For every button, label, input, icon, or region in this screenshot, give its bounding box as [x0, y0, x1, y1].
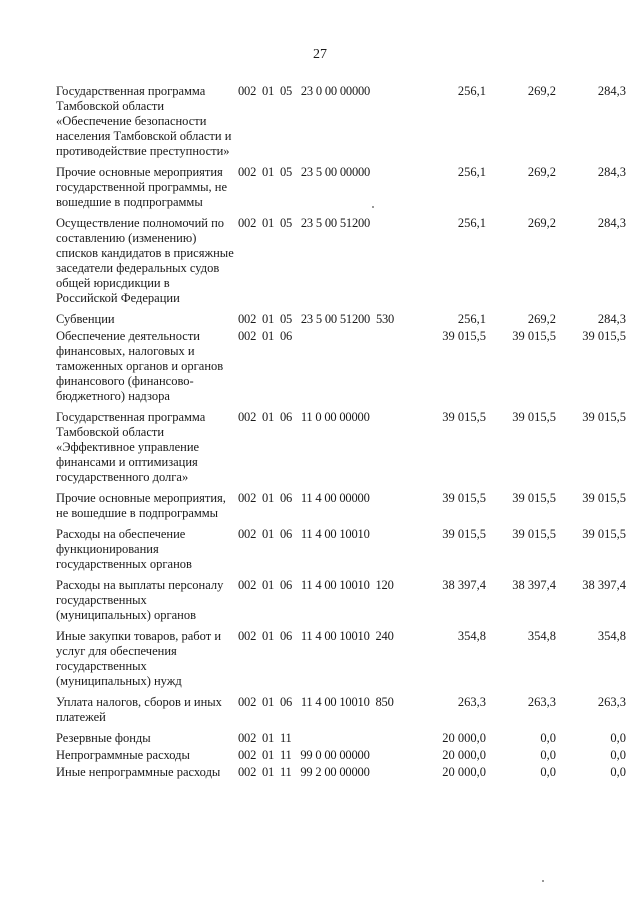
row-code: 002 01 05 23 0 00 00000: [238, 84, 371, 98]
row-value-2: 269,2: [527, 216, 556, 230]
table-row: [56, 410, 626, 491]
table-row: [56, 695, 626, 731]
row-value-1: 39 015,5: [442, 527, 486, 541]
row-value-1: 20 000,0: [442, 765, 486, 779]
table-row: [56, 765, 626, 782]
row-value-2: 38 397,4: [512, 578, 556, 592]
row-name: Прочие основные мероприятия, не вошедшие в подпрограммы: [56, 491, 226, 520]
row-name: Осуществление полномочий по составлению (изменению) списков кандидатов в присяжные заседатели федеральных судов общей юрисдикции в Российской Федерации: [56, 216, 234, 305]
row-code: 002 01 06 11 4 00 10010 120: [238, 578, 394, 592]
row-code: 002 01 06 11 4 00 10010: [238, 527, 370, 541]
row-value-1: 20 000,0: [442, 748, 486, 762]
row-value-1: 256,1: [457, 216, 486, 230]
row-name: Прочие основные мероприятия государственной программы, не вошедшие в подпрограммы: [56, 165, 228, 209]
row-value-1: 39 015,5: [442, 410, 486, 424]
row-value-3: 284,3: [597, 312, 626, 326]
row-value-3: 263,3: [597, 695, 626, 709]
table-row: [56, 527, 626, 578]
row-value-2: 269,2: [527, 165, 556, 179]
row-value-2: 0,0: [540, 748, 556, 762]
row-code: 002 01 06 11 4 00 10010 240: [238, 629, 394, 643]
row-value-3: 39 015,5: [582, 491, 626, 505]
table-row: [56, 312, 626, 329]
row-value-3: 0,0: [610, 765, 626, 779]
row-code: 002 01 05 23 5 00 51200: [238, 216, 371, 230]
table-row: [56, 491, 626, 527]
row-code: 002 01 05 23 5 00 00000: [238, 165, 371, 179]
row-code: 002 01 06 11 0 00 00000: [238, 410, 370, 424]
row-code: 002 01 06 11 4 00 10010 850: [238, 695, 394, 709]
row-value-3: 284,3: [597, 216, 626, 230]
row-value-3: 354,8: [597, 629, 626, 643]
row-value-3: 0,0: [610, 731, 626, 745]
row-value-3: 39 015,5: [582, 527, 626, 541]
row-name: Государственная программа Тамбовской области «Обеспечение безопасности населения Тамбовской области и противодействие преступности»: [56, 84, 232, 158]
row-name: Государственная программа Тамбовской области «Эффективное управление финансами и оптимизация государственного долга»: [56, 410, 206, 484]
row-value-2: 39 015,5: [512, 491, 556, 505]
row-value-2: 0,0: [540, 765, 556, 779]
row-value-2: 269,2: [527, 312, 556, 326]
budget-table: [56, 84, 626, 782]
row-code: 002 01 05 23 5 00 51200 530: [238, 312, 395, 326]
row-name: Обеспечение деятельности финансовых, налоговых и таможенных органов и органов финансового (финансово-бюджетного) надзора: [56, 329, 224, 403]
row-value-2: 39 015,5: [512, 410, 556, 424]
page-number: 27: [313, 47, 327, 62]
row-value-2: 354,8: [527, 629, 556, 643]
row-value-1: 39 015,5: [442, 491, 486, 505]
table-row: [56, 329, 626, 410]
row-value-1: 20 000,0: [442, 731, 486, 745]
table-row: [56, 84, 626, 165]
row-value-1: 39 015,5: [442, 329, 486, 343]
row-name: Расходы на обеспечение функционирования государственных органов: [56, 527, 192, 571]
row-value-1: 38 397,4: [442, 578, 486, 592]
row-value-1: 256,1: [457, 84, 486, 98]
scan-speck: [372, 206, 374, 208]
table-row: [56, 165, 626, 216]
row-value-2: 269,2: [527, 84, 556, 98]
row-name: Иные непрограммные расходы: [56, 765, 221, 779]
row-name: Уплата налогов, сборов и иных платежей: [56, 695, 222, 724]
row-value-1: 256,1: [457, 312, 486, 326]
row-code: 002 01 11 99 0 00 00000: [238, 748, 370, 762]
row-value-3: 284,3: [597, 84, 626, 98]
row-value-2: 39 015,5: [512, 329, 556, 343]
table-row: [56, 216, 626, 312]
row-code: 002 01 11: [238, 731, 292, 745]
row-value-3: 284,3: [597, 165, 626, 179]
row-value-3: 0,0: [610, 748, 626, 762]
row-value-2: 263,3: [527, 695, 556, 709]
row-name: Резервные фонды: [56, 731, 151, 745]
scan-speck: [542, 880, 544, 882]
row-value-1: 263,3: [457, 695, 486, 709]
table-row: [56, 629, 626, 695]
row-code: 002 01 11 99 2 00 00000: [238, 765, 370, 779]
row-value-2: 0,0: [540, 731, 556, 745]
row-name: Расходы на выплаты персоналу государственных (муниципальных) органов: [56, 578, 224, 622]
row-code: 002 01 06 11 4 00 00000: [238, 491, 370, 505]
row-name: Иные закупки товаров, работ и услуг для обеспечения государственных (муниципальных) нужд: [56, 629, 222, 688]
row-name: Субвенции: [56, 312, 115, 326]
row-value-3: 38 397,4: [582, 578, 626, 592]
row-name: Непрограммные расходы: [56, 748, 190, 762]
table-row: [56, 748, 626, 765]
row-value-3: 39 015,5: [582, 410, 626, 424]
row-code: 002 01 06: [238, 329, 293, 343]
row-value-1: 256,1: [457, 165, 486, 179]
row-value-3: 39 015,5: [582, 329, 626, 343]
table-row: [56, 731, 626, 748]
row-value-2: 39 015,5: [512, 527, 556, 541]
row-value-1: 354,8: [457, 629, 486, 643]
table-row: [56, 578, 626, 629]
